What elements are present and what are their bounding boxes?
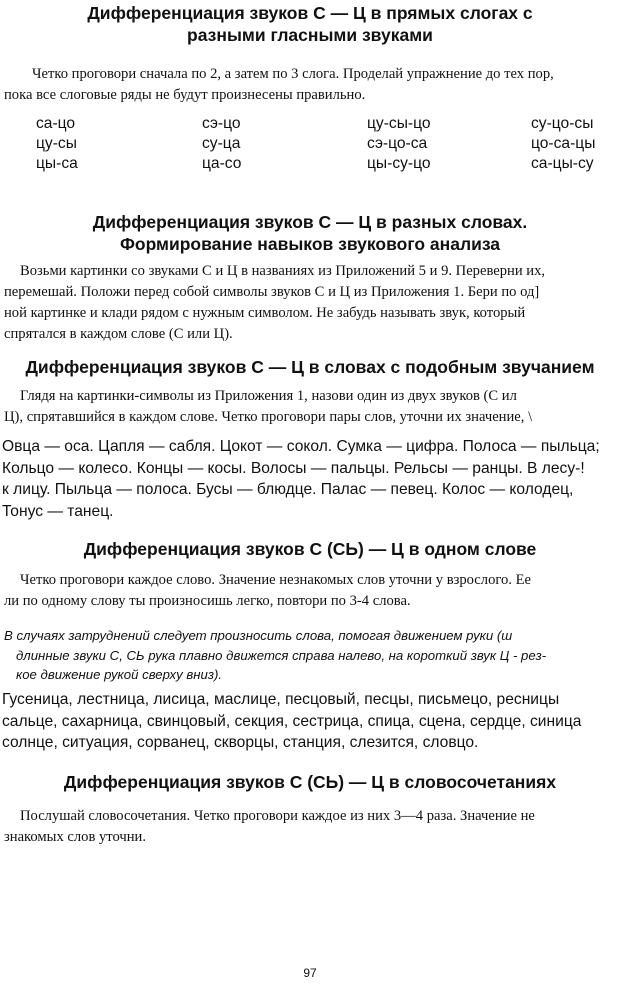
section2-instruction: Возьми картинки со звуками С и Ц в названиях из Приложений 5 и 9. Переверни их, перемешай. Положи перед собой символы звуков С и Ц из Приложения 1. Бери по од] ной картинке и клади рядом с нужным символом. Не забудь называть звук, который спрятался в каждом слове (С или Ц). (4, 263, 546, 342)
section3-instruction: Глядя на картинки-символы из Приложения 1, назови один из двух звуков (С ил Ц), спрятавшийся в каждом слове. Четко проговори пары слов, уточни их значение, \ (4, 388, 533, 425)
page-number: 97 (303, 966, 317, 980)
section3-title: Дифференциация звуков С — Ц в словах с подобным звучанием (25, 357, 595, 377)
section1-instruction: Четко проговори сначала по 2, а затем по 3 слога. Проделай упражнение до тех пор, пока все слоговые ряды не будут произнесены правильно. (4, 66, 554, 103)
syllable-table (0, 114, 620, 178)
section4-title: Дифференциация звуков С (СЬ) — Ц в одном слове (83, 539, 537, 559)
section4-note: В случаях затруднений следует произносить слова, помогая движением руки (ш длинные звуки С, СЬ рука плавно движется справа налево, на короткий звук Ц - рез- кое движение рукой сверху вниз). (4, 628, 547, 682)
section5-title: Дифференциация звуков С (СЬ) — Ц в словосочетаниях (63, 772, 557, 792)
section5-instruction: Послушай словосочетания. Четко проговори каждое из них 3—4 раза. Значение не знакомых слов уточни. (4, 808, 535, 845)
section4-word-list: Гусеница, лестница, лисица, маслице, песцовый, песцы, письмецо, ресницы сальце, сахарница, свинцовый, секция, сестрица, спица, сцена, сердце, синица солнце, ситуация, сорванец, скворцы, станция, слезится, словцо. (2, 691, 582, 751)
section4-instruction: Четко проговори каждое слово. Значение незнакомых слов уточни у взрослого. Ее ли по одному слову ты произносишь легко, повтори по 3-4 слова. (4, 572, 531, 609)
section2-title: Дифференциация звуков С — Ц в разных словах. Формирование навыков звукового анализа (92, 212, 528, 254)
syllable-column: сэ-цо су-ца ца-со (202, 115, 242, 172)
syllable-column: су-цо-сы цо-са-цы са-цы-су (531, 115, 596, 172)
section1-title: Дифференциация звуков С — Ц в прямых слогах с разными гласными звуками (87, 3, 533, 45)
syllable-column: цу-сы-цо сэ-цо-са цы-су-цо (367, 115, 431, 172)
section3-word-list: Овца — оса. Цапля — сабля. Цокот — сокол. Сумка — цифра. Полоса — пыльца; Кольцо — колесо. Концы — косы. Волосы — пальцы. Рельсы — ранцы. В лесу-! к лицу. Пыльца — полоса. Бусы — блюдце. Палас — певец. Колос — колодец, Тонус — танец. (2, 438, 600, 520)
syllable-column: са-цо цу-сы цы-са (36, 115, 78, 172)
